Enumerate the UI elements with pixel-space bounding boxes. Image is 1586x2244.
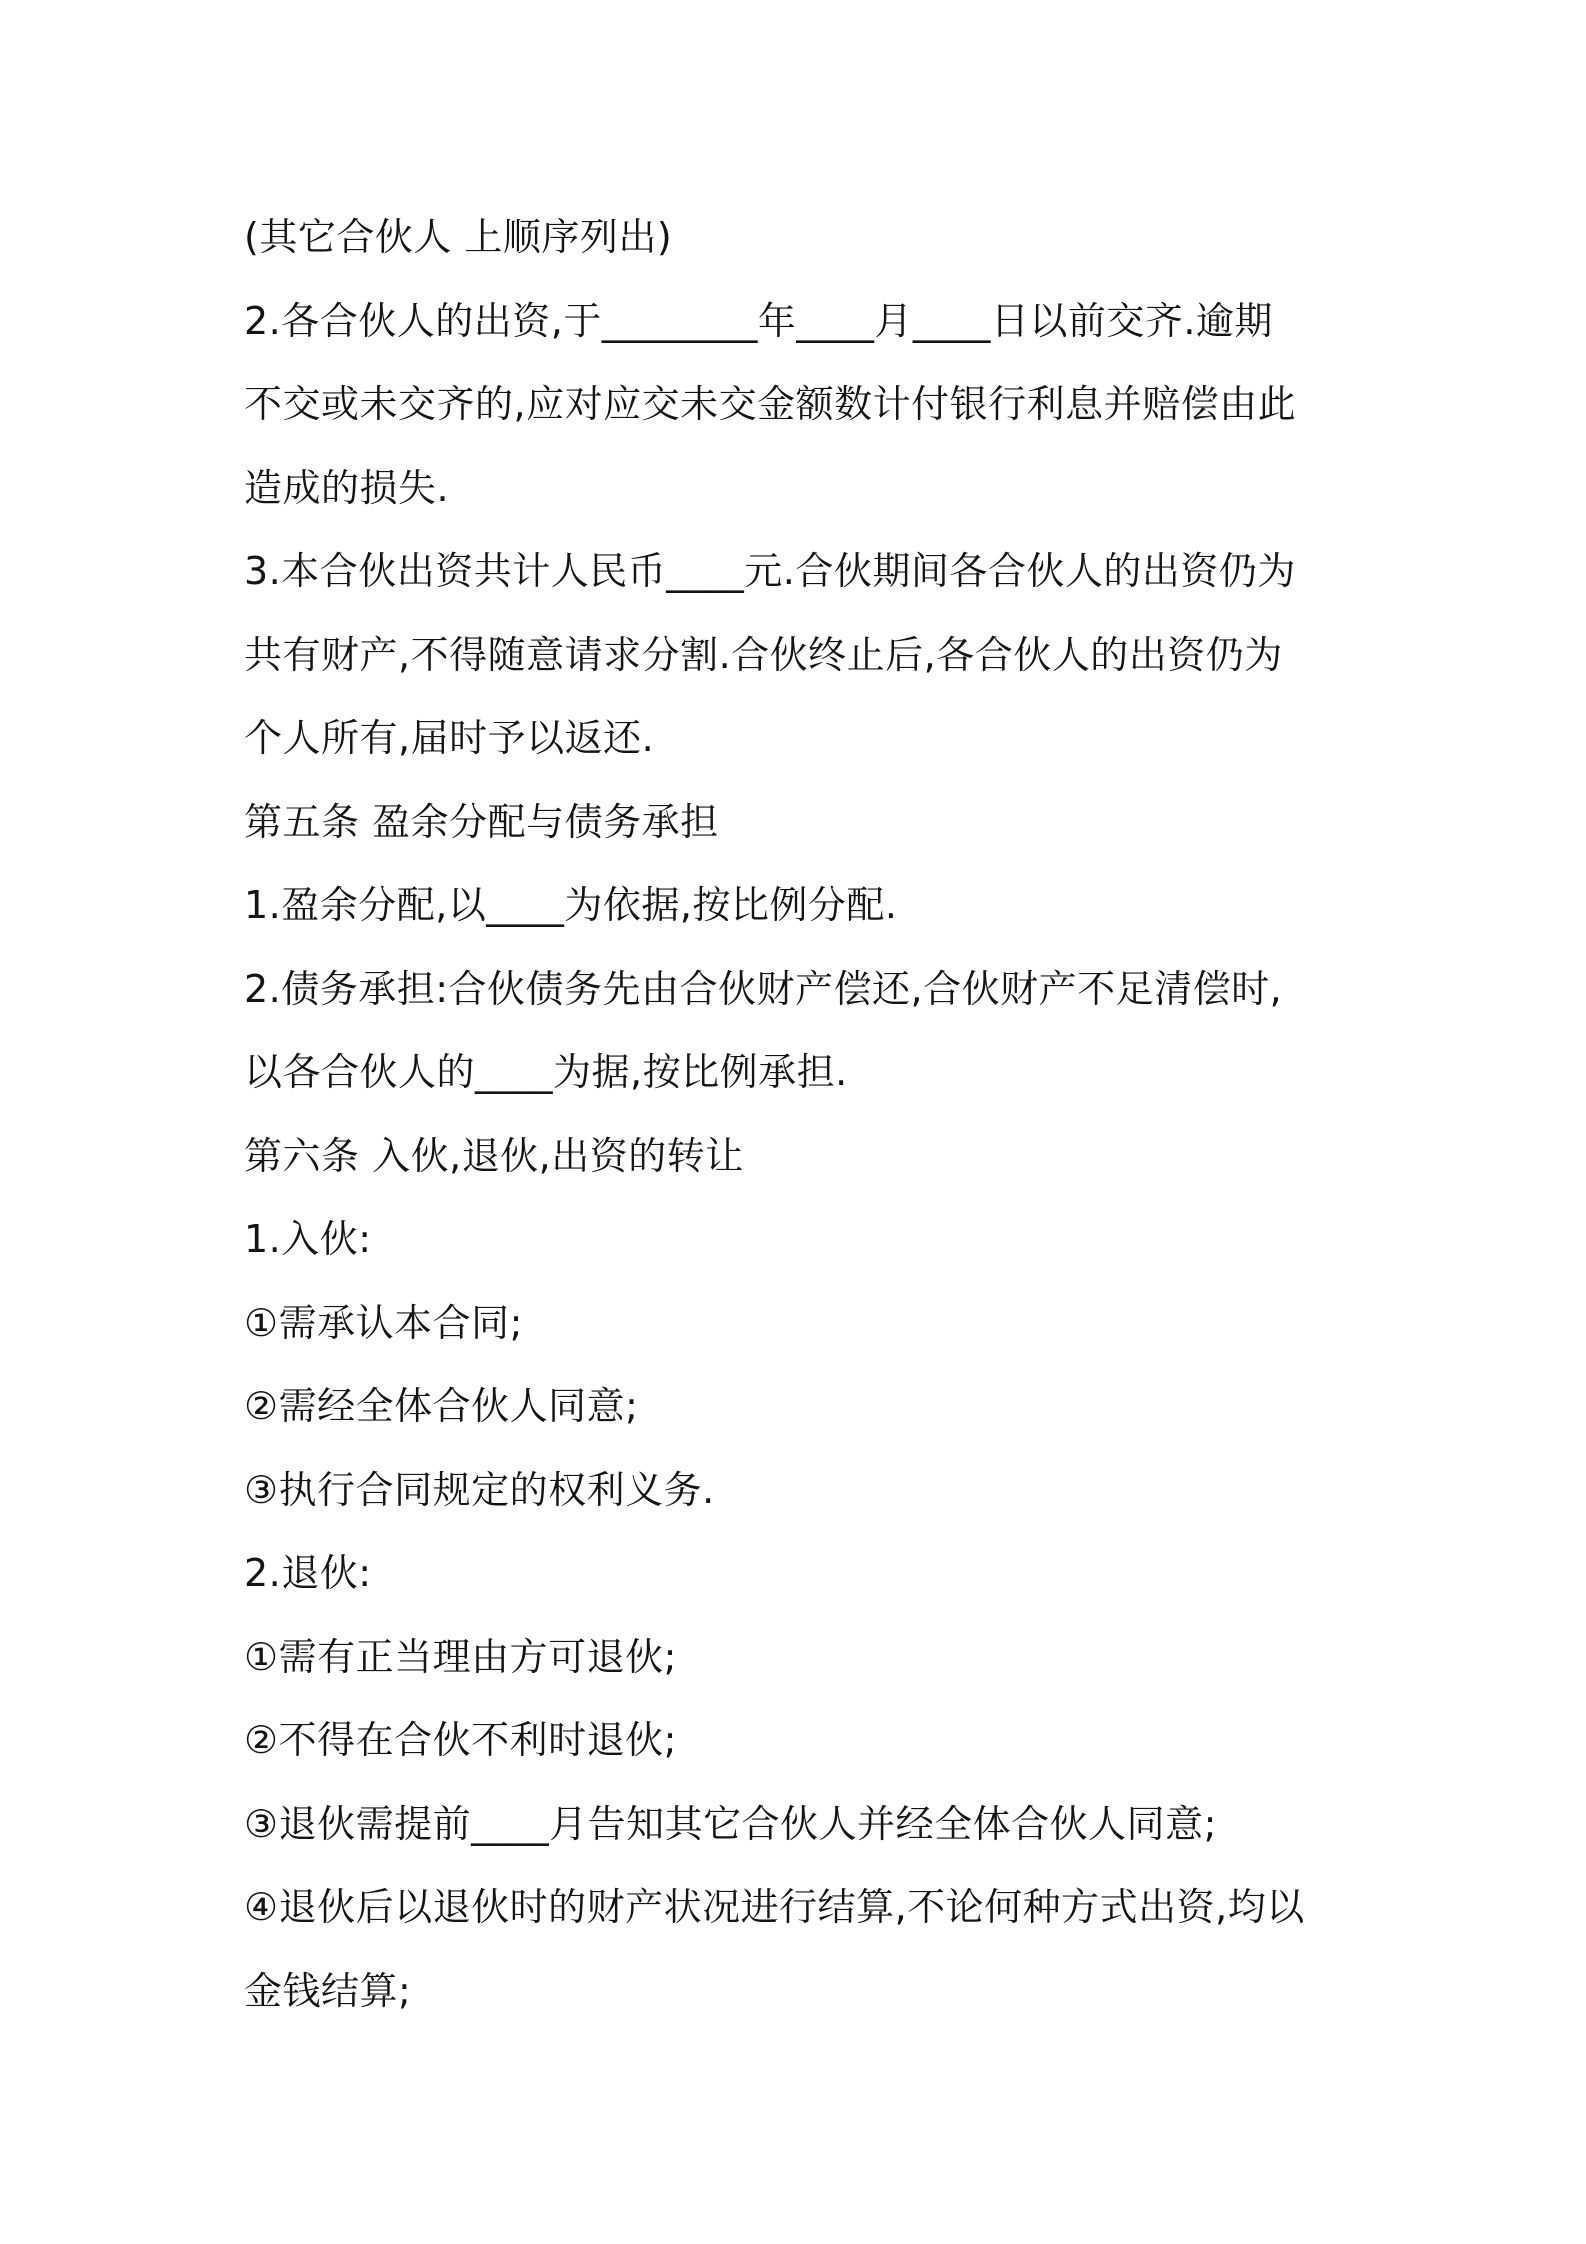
section-heading: 第五条 盈余分配与债务承担 [244, 799, 719, 844]
list-item: ②需经全体合伙人同意; [244, 1384, 639, 1428]
text-line: 不交或未交齐的,应对应交未交金额数计付银行利息并赔偿由此 [244, 382, 1297, 426]
text-line: 1.盈余分配,以____为依据,按比例分配. [244, 883, 898, 927]
text-line: 金钱结算; [244, 1968, 412, 2013]
text-line: (其它合伙人 上顺序列出) [244, 215, 673, 259]
text-line: 共有财产,不得随意请求分割.合伙终止后,各合伙人的出资仍为 [244, 632, 1283, 677]
text-line: 造成的损失. [244, 465, 450, 510]
text-line: 2.退伙: [244, 1551, 372, 1595]
text-line: 1.入伙: [244, 1217, 372, 1261]
list-item: ③执行合同规定的权利义务. [244, 1467, 715, 1512]
list-item: ②不得在合伙不利时退伙; [244, 1718, 677, 1762]
document-body [244, 196, 1364, 2033]
section-heading: 第六条 入伙,退伙,出资的转让 [244, 1133, 744, 1178]
text-line: 个人所有,届时予以返还. [244, 716, 655, 760]
text-line: 以各合伙人的____为据,按比例承担. [244, 1050, 848, 1094]
text-line: 3.本合伙出资共计人民币____元.合伙期间各合伙人的出资仍为 [244, 549, 1296, 593]
list-item: ①需有正当理由方可退伙; [244, 1634, 677, 1679]
list-item: ④退伙后以退伙时的财产状况进行结算,不论何种方式出资,均以 [244, 1885, 1305, 1929]
text-line: 2.各合伙人的出资,于________年____月____日以前交齐.逾期 [244, 298, 1273, 343]
list-item: ③退伙需提前____月告知其它合伙人并经全体合伙人同意; [244, 1801, 1217, 1846]
text-line: 2.债务承担:合伙债务先由合伙财产偿还,合伙财产不足清偿时, [244, 966, 1283, 1011]
list-item: ①需承认本合同; [244, 1300, 523, 1345]
